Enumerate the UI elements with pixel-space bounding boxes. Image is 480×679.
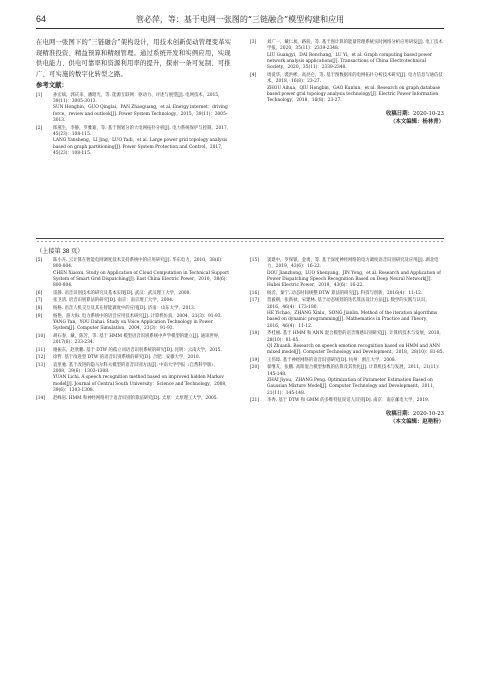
running-title: 管必萍，等：基于电网一张图的“三链融合”模型构建和应用: [135, 15, 345, 24]
reference-number: [3]: [250, 40, 257, 45]
reference-text-english: ZHAI Jiyou，ZHANG Peng. Optimization of Parameter Estimation Based on Gaussian Mixture Model[J]. Computer Technology and Development，2011，21(11)：145-148.: [267, 378, 438, 396]
reference-text-chinese: 杨格. 语音人机交互及其在智能调度中的应用[D]. 济南：山东大学，2013.: [53, 305, 196, 311]
reference-text-chinese: 王伟璋. 基于神经网络的语音识别研究[D]. 杭州：浙江大学，2008.: [267, 357, 397, 363]
received-date: [250, 110, 444, 118]
reference-text-chinese: 雷静. 语音识别技术的研究及基本实现[D]. 武汉：武汉理工大学，2000.: [53, 290, 191, 296]
page-number: 64: [36, 14, 47, 24]
reference-item: [36, 348, 232, 354]
reference-item: [250, 291, 444, 297]
running-header: [36, 12, 444, 29]
reference-text-chinese: 赵峰岩. HMM 和神经网络用于语音识别的算法研究[D]. 太原：太原理工大学，2005.: [53, 395, 218, 401]
top-left-column: [36, 38, 232, 159]
reference-item: [36, 258, 232, 290]
reference-number: [12]: [36, 355, 45, 361]
reference-number: [4]: [250, 72, 257, 78]
reference-text-english: LANG Yansheng，LI Jing，LUO Yadi，et al. Large power grid topology analysis based on graph partitioning[J]. Power System Protection and Control，2017，45(23)：108-115.: [53, 138, 228, 156]
reference-text-english: YANG Yan，YOU Dahai. Study on Voice Application Technology in Power System[J]. Computer Simulation，2004，21(3)：91-93.: [53, 319, 213, 332]
dotted-divider: [36, 240, 444, 243]
reference-item: [36, 291, 232, 297]
reference-text-chinese: 胡石春，戴，陈芳，等. 基于 HMM 模型语音识别系统中声学模型的建立[J]. 通讯世界，2017(8)：233-234.: [53, 333, 223, 346]
reference-text-chinese: 袁里驰. 基于改进的隐马尔科夫模型的语音识别方法[J]. 中南大学学报（自然科学版），2008，39(6)：1303-1308.: [53, 362, 218, 374]
reference-text-english: YUAN Lichi. A speech recognition method based on improved hidden Markov model[J]. Journal of Central South University：Science and Technology，2008，39(6)：1303-1308.: [53, 375, 230, 394]
editor-text: （本文编辑：杨林青）: [390, 118, 444, 125]
reference-item: [250, 365, 444, 397]
reference-number: [20]: [250, 365, 259, 371]
bottom-left-column: [36, 258, 232, 403]
reference-item: [250, 40, 444, 72]
reference-text-english: QI Zhuanli. Research on speech emotion recognition based on HMM and ANN mixed model[J]. Computer Technology and Development，2018，28(10)：81-85.: [267, 344, 444, 356]
reference-number: [15]: [250, 258, 259, 263]
editor-text: （本文编辑：赵艳粉）: [390, 418, 444, 425]
received-date: [250, 410, 444, 418]
received-value: 2020-10-23: [412, 410, 444, 417]
reference-text-chinese: 杨沂，秦宁. 动态时间规整 DTW 算法的研究[J]. 科技与创新，2016(4)：11-12.: [267, 290, 423, 296]
reference-number: [14]: [36, 395, 45, 401]
reference-item: [36, 126, 232, 158]
reference-item: [36, 314, 232, 333]
reference-number: [13]: [36, 362, 45, 368]
reference-number: [8]: [36, 305, 43, 311]
reference-item: [36, 306, 232, 312]
reference-text-chinese: 贺毅朝，张新禄，宋建林. 基于动态规划的迭代算法设计方法[J]. 数学的实践与认识，2016，46(4)：173-180.: [267, 298, 430, 310]
reference-text-english: LIU Guangyi，DAI Renchang，LU Yi，et al. Graph computing based power network analysis applications[J]. Transactions of China Electrotechnical Society，2020，35(11)：2339-2348.: [267, 52, 433, 71]
reference-item: [250, 358, 444, 364]
conclusion-paragraph: 在电网一张图下的“三链融合”架构设计，用技术创新促动管理变革实现精准投资、精益预算和精细管理。通过系统开发和实例应用，实现供电能力、供电可靠率和资源利用率的提升，探索一条可复制、可推广、可实施的数字化转型之路。: [36, 39, 232, 78]
received-value: 2020-10-23: [412, 110, 444, 117]
reference-text-chinese: 谢振东，赵欣鹏. 基于 DTW 的孤立词语音识别系统的研究[D]. 昆明：云南大学，2015.: [53, 347, 222, 353]
reference-text-chinese: 杨艳，游大海. 电力系统中的语音应用技术研究[J]. 计算机仿真，2004，21(3)：91-93.: [53, 313, 222, 319]
reference-text-chinese: 陈小卉. 云计算在智能电网调度技术支持系统中的应用研究[J]. 华东电力，2010，38(6)：800-804.: [53, 258, 226, 270]
received-label: 收稿日期：: [385, 410, 413, 417]
reference-text-english: CHEN Xiaoxu. Study on Application of Cloud Computation in Technical Support System of Smart Grid Dispatching[J]. East China Electric Power，2010，38(6)：800-804.: [53, 270, 230, 289]
reference-number: [7]: [36, 298, 43, 304]
reference-text-chinese: 刘广一，戴仁昶，路轶，等. 基于图计算的能量管理系统实时网络分析应用研发[J]. 电工技术学报，2020，35(11)：2339-2348.: [267, 40, 443, 52]
reference-text-english: SUN Hongbin，GUO Qinglai，PAN Zhaoguang，et al. Energy internet：driving force，review and outlook[J]. Power System Technology，2015，39(11)：3005-3013.: [53, 105, 228, 124]
top-right-column: [250, 40, 444, 126]
reference-text-english: HE Yichao，ZHANG Xinlu，SONG Jianlin. Method of the iteration algorithms based on dynamic programming[J]. Mathematics in Practice and Theory，2016，46(4)：11-12.: [267, 311, 438, 329]
reference-item: [250, 298, 444, 330]
reference-number: [1]: [36, 92, 43, 98]
reference-item: [36, 93, 232, 125]
continued-note: （上接第 38 页）: [36, 248, 84, 255]
reference-item: [36, 334, 232, 347]
reference-item: [250, 331, 444, 356]
reference-number: [19]: [250, 357, 259, 363]
reference-item: [250, 398, 444, 404]
bottom-right-column: [250, 258, 444, 426]
reference-item: [250, 73, 444, 105]
reference-text-chinese: 翟继友，张鹏. 高斯混合模型参数的估算及其优化[J]. 计算机技术与发展，2011，21(11)：145-148.: [267, 365, 443, 377]
reference-number: [2]: [36, 125, 43, 131]
editor-note: [250, 418, 444, 426]
reference-number: [10]: [36, 333, 45, 339]
reference-list: [250, 40, 444, 105]
reference-list: [250, 258, 444, 405]
reference-item: [250, 258, 444, 290]
reference-item: [36, 396, 232, 402]
reference-number: [6]: [36, 290, 43, 296]
reference-number: [18]: [250, 331, 259, 337]
editor-note: [250, 118, 444, 126]
reference-text-chinese: 窦建中，罗保银，金勇，等. 基于深度神经网络的电力调度语音识别研究及应用[J]. 湖北电力，2019，43(6)：16-22.: [267, 258, 439, 270]
reference-number: [9]: [36, 313, 43, 319]
reference-number: [16]: [250, 290, 259, 296]
reference-text-chinese: 张卫清. 语音识别算法的研究[D]. 南京：南京理工大学，2004.: [53, 298, 174, 304]
reference-text-english: ZHOU Aihua，QIU Hongbin，GAO Kunlun，et al. Research on graph database based power grid topology analysis technology[J]. Electric Power Information Technology，2018，16(8)：23-27.: [267, 85, 441, 104]
reference-item: [36, 363, 232, 395]
reference-text-chinese: 李秀. 基于 DTW 和 GMM 的多维特征说话人识别[D]. 南京：南京邮电大学，2019.: [267, 398, 430, 404]
received-label: 收稿日期：: [385, 110, 413, 117]
reference-text-chinese: 徐哲. 基于改进型 DTW 的语音识别系统的研究[D]. 合肥：安徽大学，2010.: [53, 355, 201, 361]
reference-number: [11]: [36, 347, 45, 353]
references-heading: 参考文献：: [36, 82, 68, 90]
reference-text-chinese: 齐桂丽. 基于 HMM 和 ANN 混合模型的语音情感识别研究[J]. 计算机技术与发展，2018，28(10)：81-85.: [267, 331, 444, 343]
reference-text-chinese: 郎燕生，李静，罗雅迪，等. 基于图划分的大电网拓扑分析[J]. 电力系统保护与控制，2017，45(23)：108-115.: [53, 125, 232, 137]
reference-number: [21]: [250, 398, 259, 404]
reference-number: [17]: [250, 298, 259, 304]
reference-list: [36, 93, 232, 158]
reference-list: [36, 258, 232, 402]
reference-text-english: DOU Jianzhong，LUO Shenyang，JIN Yong，et al. Research and Application of Power Dispatching Speech Recognition Based on Deep Neural Network[J]. Hubei Electric Power，2019，43(6)：16-22.: [267, 270, 441, 289]
reference-text-chinese: 孙宏斌，郭庆来，潘昭光，等. 能源互联网：驱动力、评述与展望[J]. 电网技术，2015，39(11)：3005-3013.: [53, 92, 223, 105]
reference-number: [5]: [36, 258, 43, 263]
reference-item: [36, 355, 232, 361]
reference-text-chinese: 周爱华，裘洪彬，高昆仑，等. 基于图数据库的电网拓扑分析技术研究[J]. 电力信息与通信技术，2018，16(8)：23-27.: [267, 72, 443, 85]
reference-item: [36, 298, 232, 304]
